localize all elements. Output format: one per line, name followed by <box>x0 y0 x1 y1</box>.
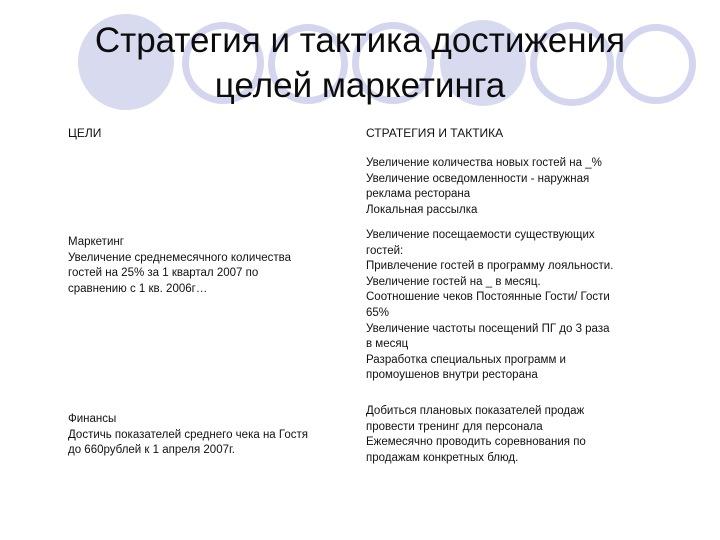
goal-line: до 660рублей к 1 апреля 2007г. <box>68 444 235 457</box>
strategy-line: гостей: <box>366 244 404 257</box>
goal-cell <box>68 412 308 459</box>
strategy-line: в месяц <box>366 338 409 351</box>
goal-line: Маркетинг <box>68 236 124 248</box>
strategy-line: реклама ресторана <box>366 188 471 201</box>
column-header-strategy: СТРАТЕГИЯ И ТАКТИКА <box>366 126 504 140</box>
strategy-line: Ежемесячно проводить соревнования по <box>366 436 586 449</box>
strategy-line: промоушенов внутри ресторана <box>366 369 538 382</box>
strategy-line: Увеличение осведомленности - наружная <box>366 172 590 185</box>
strategy-cell <box>366 404 586 466</box>
goal-cell <box>68 235 291 297</box>
strategy-line: Увеличение посещаемости существующих <box>366 229 595 241</box>
slide-title-line: целей маркетинга <box>214 66 506 105</box>
goal-line: гостей на 25% за 1 квартал 2007 по <box>68 267 259 280</box>
strategy-line: Увеличение гостей на _ в месяц. <box>366 275 541 288</box>
slide-title-line: Стратегия и тактика достижения <box>94 21 626 60</box>
strategy-line: Разработка специальных программ и <box>366 353 566 366</box>
slide-title <box>0 18 720 108</box>
strategy-line: Привлечение гостей в программу лояльности. <box>366 260 614 273</box>
strategy-cell <box>366 228 613 384</box>
strategy-line: Соотношение чеков Постоянные Гости/ Гости <box>366 291 610 304</box>
strategy-line: Локальная рассылка <box>366 203 478 216</box>
strategy-cell <box>366 156 602 218</box>
strategy-line: провести тренинг для персонала <box>366 420 543 433</box>
goal-line: Увеличение среднемесячного количества <box>68 251 292 264</box>
strategy-line: Добиться плановых показателей продаж <box>366 405 585 417</box>
strategy-line: 65% <box>366 306 390 319</box>
goal-line: Финансы <box>68 413 117 425</box>
strategy-line: Увеличение количества новых гостей на _% <box>366 157 602 169</box>
strategy-line: продажам конкретных блюд. <box>366 451 519 464</box>
goal-line: Достичь показателей среднего чека на Гостя <box>68 428 308 441</box>
strategy-line: Увеличение частоты посещений ПГ до 3 раза <box>366 322 610 335</box>
goal-line: сравнению с 1 кв. 2006г… <box>68 282 208 295</box>
column-header-goals: ЦЕЛИ <box>68 126 102 140</box>
